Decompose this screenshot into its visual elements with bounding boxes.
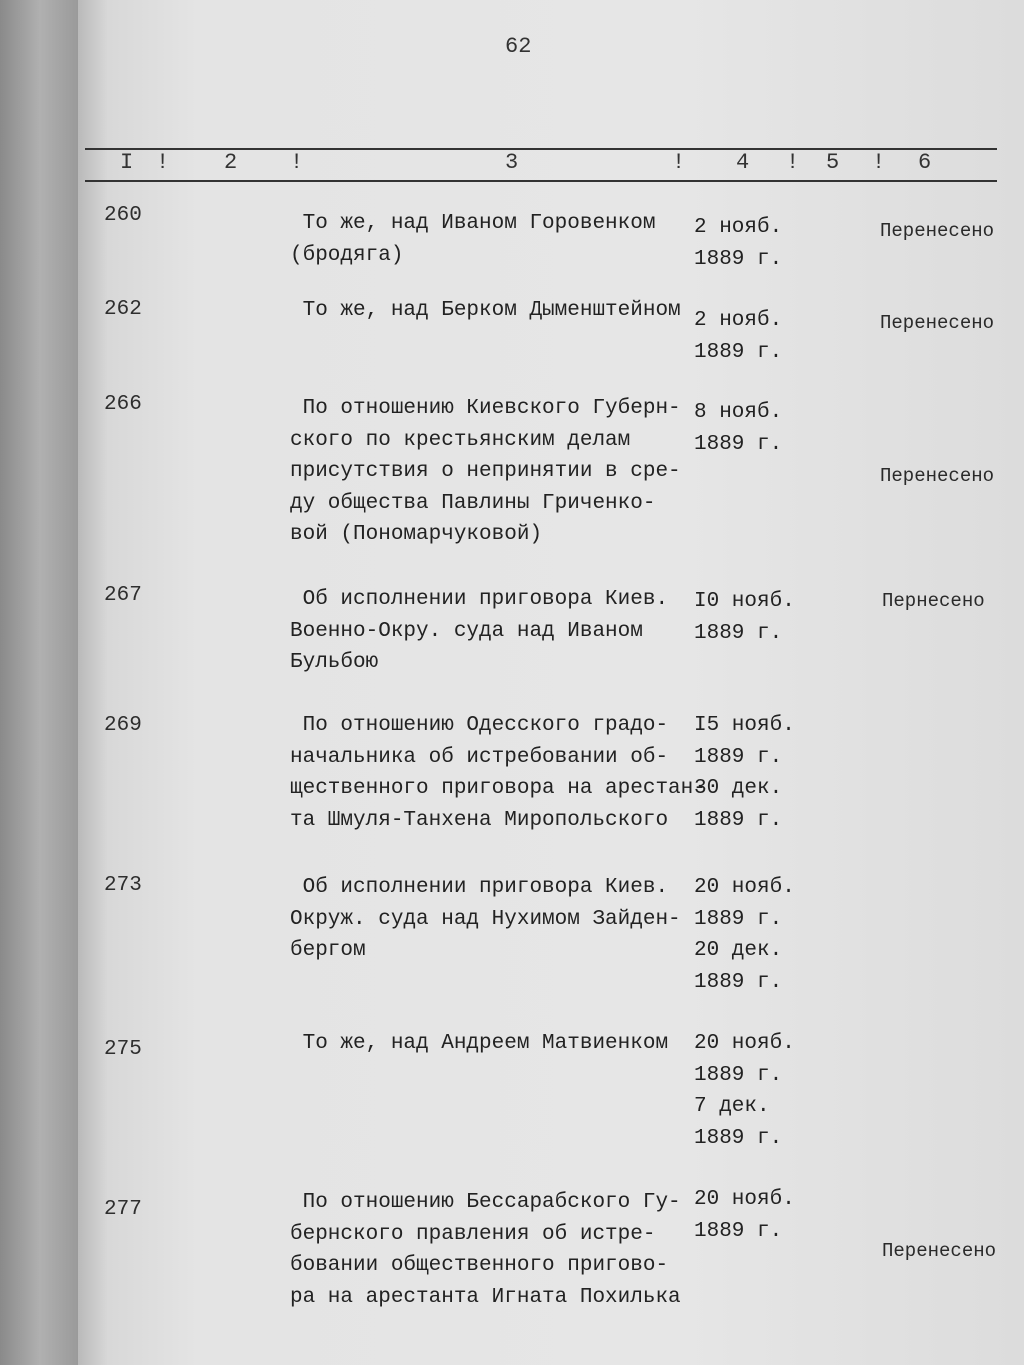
entry-description: То же, над Андреем Матвиенком (290, 1032, 669, 1055)
header-col-1: I (120, 150, 134, 175)
entry-number: 273 (104, 874, 142, 897)
table-header-top-rule (85, 148, 997, 150)
entry-date: 2 нояб. 1889 г. (694, 216, 783, 271)
header-col-2: 2 (224, 150, 238, 175)
entry-date: 20 нояб. 1889 г. 7 дек. 1889 г. (694, 1032, 795, 1150)
header-separator: ! (156, 150, 170, 175)
entry-description: То же, над Берком Дыменштейном (290, 299, 681, 322)
header-col-4: 4 (736, 150, 750, 175)
book-spine-edge (0, 0, 78, 1365)
entry-number: 269 (104, 714, 142, 737)
header-col-3: 3 (505, 150, 519, 175)
entry-status: Перенесено (882, 1240, 997, 1262)
entry-number: 260 (104, 204, 142, 227)
entry-status: Перенесено (880, 220, 995, 242)
entry-number: 262 (104, 298, 142, 321)
header-separator: ! (290, 150, 304, 175)
entry-description: По отношению Одесского градо- начальника об истребовании об- щественного приговора на арестан- та Шмуля-Танхена Миропольского (290, 714, 706, 832)
entry-date: 8 нояб. 1889 г. (694, 401, 783, 456)
entry-number: 267 (104, 584, 142, 607)
entry-status: Перенесено (880, 465, 995, 487)
entry-description: Об исполнении приговора Киев. Окруж. суда над Нухимом Зайден- бергом (290, 876, 681, 962)
entry-status: Перенесено (880, 312, 995, 334)
entry-number: 275 (104, 1038, 142, 1061)
entry-date: 20 нояб. 1889 г. (694, 1188, 795, 1243)
header-col-5: 5 (826, 150, 840, 175)
page-number: 62 (505, 34, 532, 59)
entry-description: По отношению Бессарабского Гу- бернского правления об истре- бовании общественного пригово- ра на арестанта Игната Похилька (290, 1191, 681, 1309)
entry-date: I5 нояб. 1889 г. 30 дек. 1889 г. (694, 714, 795, 832)
entry-description: Об исполнении приговора Киев. Военно-Окру. суда над Иваном Бульбою (290, 588, 669, 674)
entry-number: 277 (104, 1198, 142, 1221)
entry-date: 20 нояб. 1889 г. 20 дек. 1889 г. (694, 876, 795, 994)
header-separator: ! (786, 150, 800, 175)
entry-date: 2 нояб. 1889 г. (694, 309, 783, 364)
entry-description: По отношению Киевского Губерн- ского по крестьянским делам присутствия о непринятии в сре- ду общества Павлины Гриченко- вой (Пономарчуковой) (290, 397, 681, 546)
table-header-bottom-rule (85, 180, 997, 182)
header-separator: ! (672, 150, 686, 175)
document-page (78, 0, 1024, 1365)
entry-status: Пернесено (882, 590, 985, 612)
header-col-6: 6 (918, 150, 932, 175)
entry-date: I0 нояб. 1889 г. (694, 590, 795, 645)
entry-description: То же, над Иваном Горовенком (бродяга) (290, 212, 656, 267)
entry-number: 266 (104, 393, 142, 416)
header-separator: ! (872, 150, 886, 175)
